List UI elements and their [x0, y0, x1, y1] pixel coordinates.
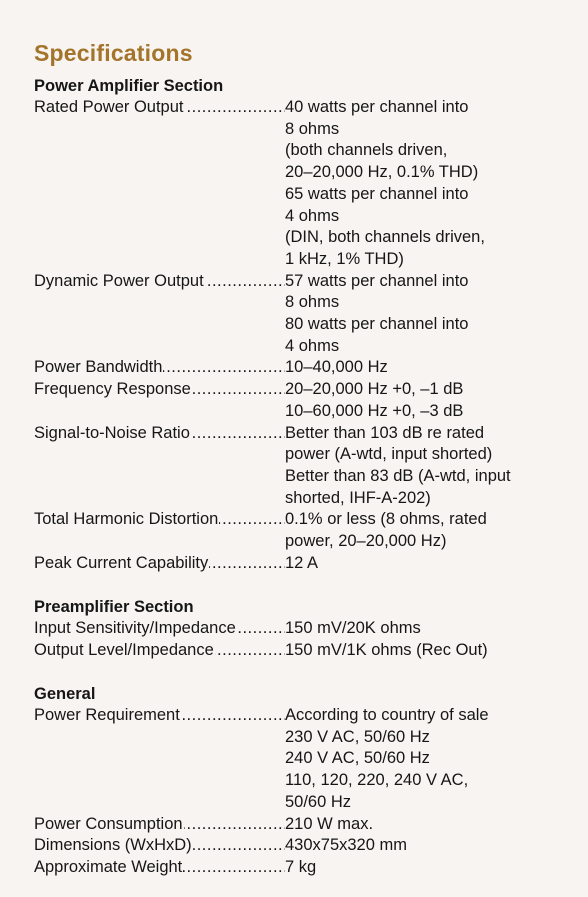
spec-values — [285, 835, 574, 857]
spec-values — [285, 357, 574, 379]
spec-value-line: According to country of sale — [285, 706, 489, 724]
spec-label: Power Consumption — [34, 814, 183, 833]
spec-value-line: 4 ohms — [285, 336, 340, 355]
section-heading: General — [34, 685, 96, 703]
spec-value-line: 10–60,000 Hz +0, –3 dB — [285, 401, 464, 420]
spec-label: Peak Current Capability — [34, 553, 209, 572]
spec-label-container — [34, 618, 285, 640]
spec-label: Dimensions (WxHxD) — [34, 836, 192, 855]
spec-label-container — [34, 379, 285, 401]
spec-row-power-bandwidth — [34, 357, 574, 379]
spec-row-signal-to-noise-ratio — [34, 423, 574, 510]
spec-value-line: 10–40,000 Hz — [285, 358, 388, 377]
spec-value-line: 150 mV/20K ohms — [285, 619, 421, 637]
spec-label-container — [34, 509, 285, 531]
spec-label-container — [34, 835, 285, 857]
spec-label: Power Bandwidth — [34, 358, 163, 377]
spec-value-line: 0.1% or less (8 ohms, rated — [285, 510, 487, 529]
spec-values — [285, 705, 574, 814]
spec-value-line: 57 watts per channel into — [285, 271, 469, 290]
spec-value-line: 1 kHz, 1% THD) — [285, 249, 404, 268]
spec-values — [285, 640, 574, 662]
spec-value-line: 12 A — [285, 553, 319, 572]
spec-row-peak-current-capability — [34, 553, 574, 575]
section-general — [34, 684, 574, 879]
spec-label: Signal-to-Noise Ratio — [34, 423, 190, 442]
spec-label: Power Requirement — [34, 706, 180, 724]
spec-label: Frequency Response — [34, 380, 191, 399]
spec-value-line: 8 ohms — [285, 119, 340, 138]
spec-value-line: Better than 103 dB re rated — [285, 423, 485, 442]
spec-label-container — [34, 640, 285, 662]
spec-values — [285, 509, 574, 552]
section-heading: Preamplifier Section — [34, 598, 194, 616]
spec-label-container — [34, 857, 285, 879]
section-power-amplifier — [34, 76, 574, 574]
spec-label-container — [34, 97, 285, 119]
spec-value-line: (both channels driven, — [285, 141, 448, 160]
spec-value-line: 7 kg — [285, 857, 317, 876]
spec-value-line: 40 watts per channel into — [285, 98, 469, 116]
spec-row-dynamic-power-output — [34, 271, 574, 358]
spec-value-line: 240 V AC, 50/60 Hz — [285, 749, 430, 768]
spec-label-container — [34, 271, 285, 293]
spec-value-line: 65 watts per channel into — [285, 184, 469, 203]
spec-value-line: 50/60 Hz — [285, 792, 352, 811]
spec-value-line: 20–20,000 Hz +0, –1 dB — [285, 380, 464, 399]
section-preamplifier — [34, 597, 574, 661]
spec-label-container — [34, 705, 285, 727]
spec-label-container — [34, 423, 285, 445]
spec-label-container — [34, 814, 285, 836]
spec-value-line: 4 ohms — [285, 206, 340, 225]
spec-value-line: (DIN, both channels driven, — [285, 228, 485, 247]
page-title: Specifications — [34, 40, 193, 66]
spec-row-frequency-response — [34, 379, 574, 422]
spec-value-line: Better than 83 dB (A-wtd, input — [285, 466, 511, 485]
spec-value-line: power (A-wtd, input shorted) — [285, 445, 493, 464]
spec-row-rated-power-output — [34, 97, 574, 271]
spec-row-approximate-weight — [34, 857, 574, 879]
spec-row-dimensions-wxhxd — [34, 835, 574, 857]
spec-value-line: 150 mV/1K ohms (Rec Out) — [285, 640, 488, 659]
spec-values — [285, 423, 574, 510]
spec-label: Dynamic Power Output — [34, 271, 204, 290]
spec-label: Rated Power Output — [34, 98, 184, 116]
spec-label: Approximate Weight — [34, 857, 183, 876]
spec-value-line: power, 20–20,000 Hz) — [285, 532, 447, 551]
spec-row-input-sensitivity-impedance — [34, 618, 574, 640]
section-heading: Power Amplifier Section — [34, 77, 224, 95]
spec-values — [285, 97, 574, 271]
spec-label: Total Harmonic Distortion — [34, 510, 219, 529]
spec-values — [285, 814, 574, 836]
spec-values — [285, 553, 574, 575]
spec-label-container — [34, 553, 285, 575]
spec-value-line: 430x75x320 mm — [285, 836, 407, 855]
spec-row-power-consumption — [34, 814, 574, 836]
spec-row-total-harmonic-distortion — [34, 509, 574, 552]
spec-values — [285, 379, 574, 422]
spec-value-line: 20–20,000 Hz, 0.1% THD) — [285, 163, 479, 182]
spec-value-line: shorted, IHF-A-202) — [285, 488, 431, 507]
spec-row-output-level-impedance — [34, 640, 574, 662]
spec-value-line: 8 ohms — [285, 293, 340, 312]
spec-values — [285, 271, 574, 358]
spec-label-container — [34, 357, 285, 379]
spec-value-line: 80 watts per channel into — [285, 315, 469, 334]
spec-value-line: 210 W max. — [285, 814, 374, 833]
spec-values — [285, 618, 574, 640]
spec-label: Output Level/Impedance — [34, 640, 214, 659]
spec-label: Input Sensitivity/Impedance — [34, 619, 236, 637]
spec-row-power-requirement — [34, 705, 574, 814]
spec-value-line: 110, 120, 220, 240 V AC, — [285, 771, 469, 790]
spec-value-line: 230 V AC, 50/60 Hz — [285, 727, 430, 746]
spec-values — [285, 857, 574, 879]
